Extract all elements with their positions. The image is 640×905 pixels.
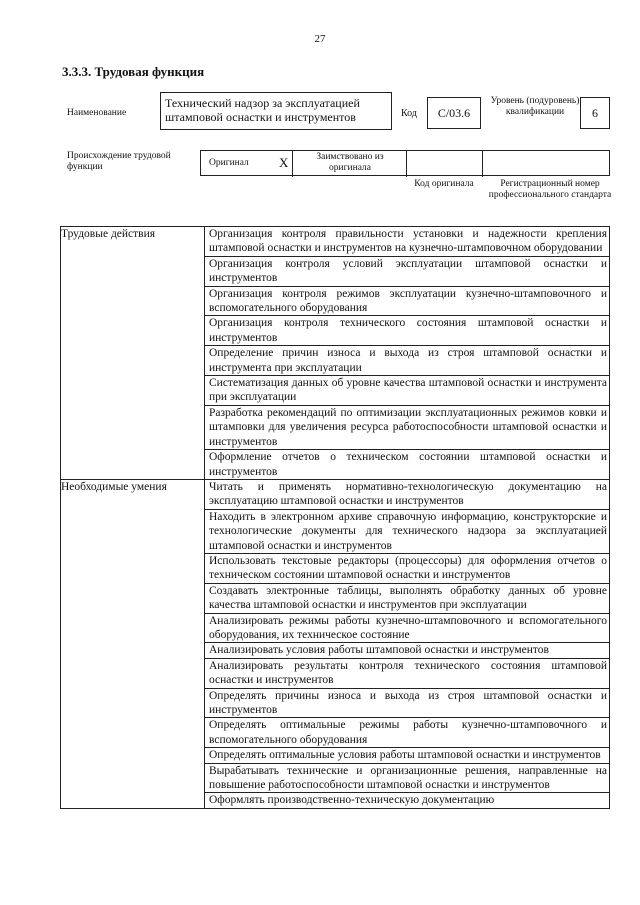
origin-label: Происхождение трудовой функции xyxy=(67,151,171,172)
labor-actions-row xyxy=(61,227,610,480)
level-value: 6 xyxy=(592,106,598,120)
level-label: Уровень (подуровень) квалификации xyxy=(490,96,580,117)
skills-label: Необходимые умения xyxy=(61,479,205,808)
list-item: Организация контроля условий эксплуатации штамповой оснастки и инструментов xyxy=(205,257,609,287)
borrowed-label: Заимствовано из оригинала xyxy=(316,152,384,173)
skills-row xyxy=(61,479,610,808)
code-value: C/03.6 xyxy=(437,106,471,120)
list-item: Организация контроля режимов эксплуатации кузнечно-штамповочного и вспомогательного оборудования xyxy=(205,287,609,317)
list-item: Оформление отчетов о техническом состоянии штамповой оснастки и инструментов xyxy=(209,451,607,478)
reg-number-cell xyxy=(483,151,609,177)
list-item: Организация контроля правильности установки и надежности крепления штамповой оснастки и инструментов на кузнечно-штамповочном оборудовании xyxy=(205,227,609,257)
original-label: Оригинал xyxy=(209,158,249,168)
list-item: Разработка рекомендаций по оптимизации эксплуатационных режимов ковки и штамповки для увеличения ресурса работоспособности штамповой оснастки и инструментов xyxy=(205,406,609,450)
list-item: Анализировать режимы работы кузнечно-штамповочного и вспомогательного оборудования, их техническое состояние xyxy=(205,614,609,644)
skills-list xyxy=(205,479,610,808)
page-number: 27 xyxy=(314,33,326,45)
code-original-cell xyxy=(407,151,483,177)
borrowed-cell xyxy=(293,151,407,177)
list-item: Читать и применять нормативно-технологическую документацию на эксплуатацию штамповой оснастки и инструментов xyxy=(205,480,609,510)
function-name-value: Технический надзор за эксплуатацией штамповой оснастки и инструментов xyxy=(165,96,360,124)
origin-row xyxy=(200,150,610,176)
list-item: Определение причин износа и выхода из строя штамповой оснастки и инструмента при эксплуатации xyxy=(205,346,609,376)
list-item: Анализировать условия работы штамповой оснастки и инструментов xyxy=(205,643,609,658)
labor-actions-label: Трудовые действия xyxy=(61,227,205,480)
original-mark: X xyxy=(279,155,289,170)
functions-table xyxy=(60,226,610,809)
list-item: Создавать электронные таблицы, выполнять обработку данных об уровне качества штамповой оснастки и инструментов при эксплуатации xyxy=(205,584,609,614)
list-item: Организация контроля технического состояния штамповой оснастки и инструментов xyxy=(205,316,609,346)
list-item: Оформлять производственно-техническую документацию xyxy=(209,794,495,807)
code-label: Код xyxy=(401,108,417,119)
level-box xyxy=(580,97,610,129)
original-cell xyxy=(201,151,293,177)
list-item: Анализировать результаты контроля технического состояния штамповой оснастки и инструментов xyxy=(205,659,609,689)
list-item: Систематизация данных об уровне качества штамповой оснастки и инструмента при эксплуатации xyxy=(205,376,609,406)
code-box xyxy=(427,97,481,129)
name-label: Наименование xyxy=(67,108,127,118)
section-heading: 3.3.3. Трудовая функция xyxy=(62,64,205,79)
list-item: Определять причины износа и выхода из строя штамповой оснастки и инструментов xyxy=(205,689,609,719)
function-name-box xyxy=(160,92,392,130)
list-item: Вырабатывать технические и организационные решения, направленные на повышение работоспособности штамповой оснастки и инструментов xyxy=(205,764,609,794)
list-item: Находить в электронном архиве справочную информацию, конструкторские и технологические документы для технического надзора за эксплуатацией штамповой оснастки и инструментов xyxy=(205,510,609,554)
reg-number-label: Регистрационный номер профессионального стандарта xyxy=(488,179,612,200)
list-item: Использовать текстовые редакторы (процессоры) для оформления отчетов о техническом состоянии штамповой оснастки и инструментов xyxy=(205,554,609,584)
code-original-label: Код оригинала xyxy=(414,179,474,189)
labor-actions-list xyxy=(205,227,610,480)
list-item: Определять оптимальные условия работы штамповой оснастки и инструментов xyxy=(205,748,609,763)
list-item: Определять оптимальные режимы работы кузнечно-штамповочного и вспомогательного оборудования xyxy=(205,718,609,748)
